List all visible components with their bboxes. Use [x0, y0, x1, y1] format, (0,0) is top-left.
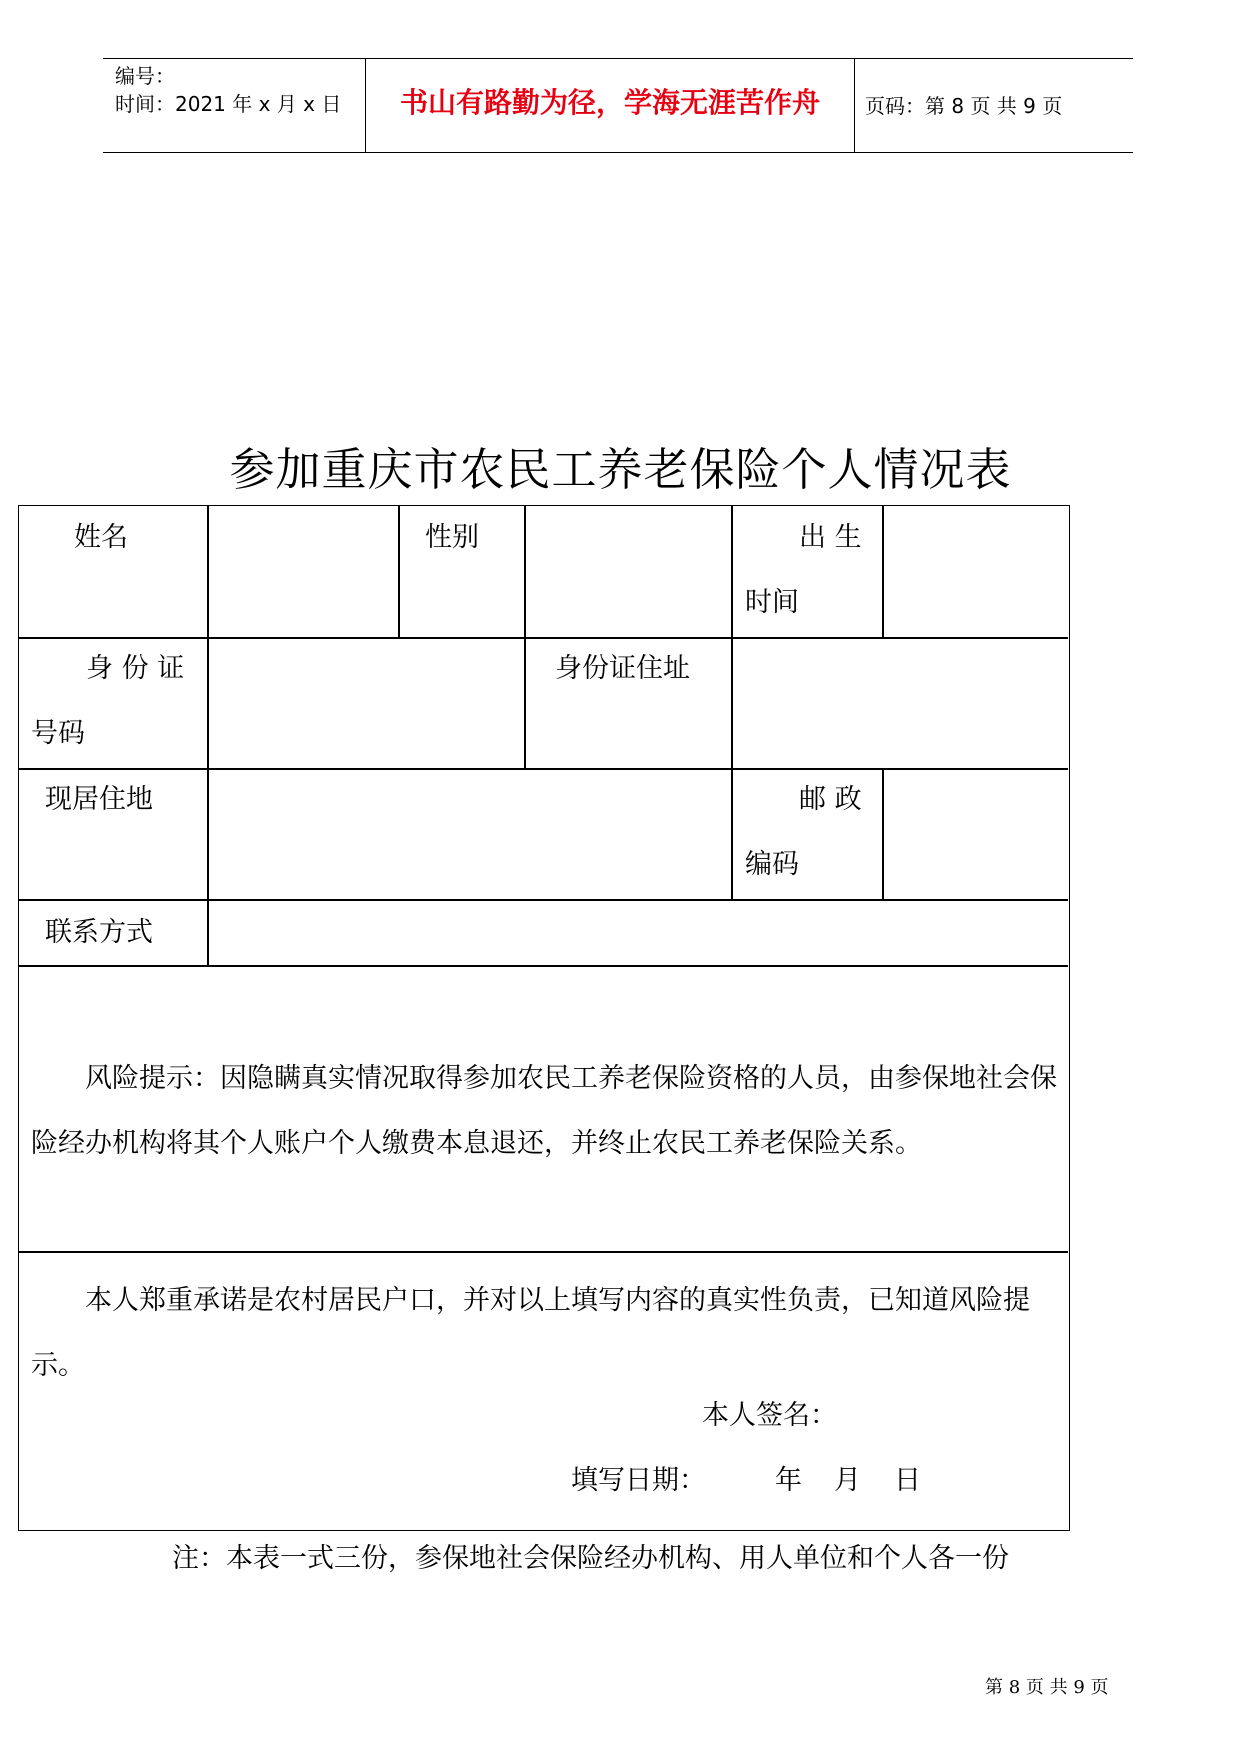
residence-label: 现居住地 — [45, 784, 153, 815]
serial-number-label: 编号： — [115, 64, 175, 88]
birth-label-line1: 出 生 — [799, 522, 862, 553]
page-header — [103, 58, 1133, 153]
header-right-cell — [855, 59, 1133, 152]
column-divider — [731, 768, 733, 900]
pledge-text: 本人郑重承诺是农村居民户口，并对以上填写内容的真实性负责，已知道风险提示。 — [31, 1285, 1030, 1381]
id-number-label-line1: 身 份 证 — [86, 653, 185, 684]
row-divider — [19, 768, 1068, 770]
header-left-cell — [103, 59, 366, 152]
header-middle-cell — [366, 59, 855, 152]
row-divider — [19, 899, 1068, 901]
personal-info-form — [18, 505, 1070, 1531]
name-label: 姓名 — [74, 522, 128, 553]
column-divider — [882, 768, 884, 900]
signature-label: 本人签名： — [702, 1400, 837, 1431]
date-label: 填写日期： — [571, 1465, 706, 1496]
id-address-label: 身份证住址 — [555, 653, 690, 684]
form-note: 注：本表一式三份，参保地社会保险经办机构、用人单位和个人各一份 — [172, 1543, 1009, 1574]
postal-code-label-line2: 编码 — [745, 849, 799, 880]
postal-code-label-line1: 邮 政 — [799, 784, 862, 815]
column-divider — [731, 506, 733, 638]
id-number-label-line2: 号码 — [31, 718, 85, 749]
row-divider — [19, 1251, 1068, 1253]
header-motto: 书山有路勤为径，学海无涯苦作舟 — [399, 86, 820, 119]
risk-notice-text: 风险提示：因隐瞒真实情况取得参加农民工养老保险资格的人员，由参保地社会保险经办机构将其个人账户个人缴费本息退还，并终止农民工养老保险关系。 — [31, 1063, 1057, 1159]
birth-label-line2: 时间 — [745, 587, 799, 618]
gender-label: 性别 — [425, 522, 479, 553]
form-title: 参加重庆市农民工养老保险个人情况表 — [229, 443, 1012, 496]
column-divider — [398, 506, 400, 638]
column-divider — [882, 506, 884, 638]
date-month-label: 月 — [834, 1465, 861, 1496]
column-divider — [207, 506, 209, 966]
header-page-info: 页码：第 8 页 共 9 页 — [865, 94, 1063, 118]
date-day-label: 日 — [894, 1465, 921, 1496]
time-line: 时间：2021 年 x 月 x 日 — [115, 92, 342, 116]
date-year-label: 年 — [775, 1465, 802, 1496]
row-divider — [19, 965, 1068, 967]
page-footer: 第 8 页 共 9 页 — [985, 1677, 1109, 1698]
contact-label: 联系方式 — [45, 917, 153, 948]
row-divider — [19, 637, 1068, 639]
column-divider — [524, 506, 526, 769]
column-divider — [731, 637, 733, 769]
